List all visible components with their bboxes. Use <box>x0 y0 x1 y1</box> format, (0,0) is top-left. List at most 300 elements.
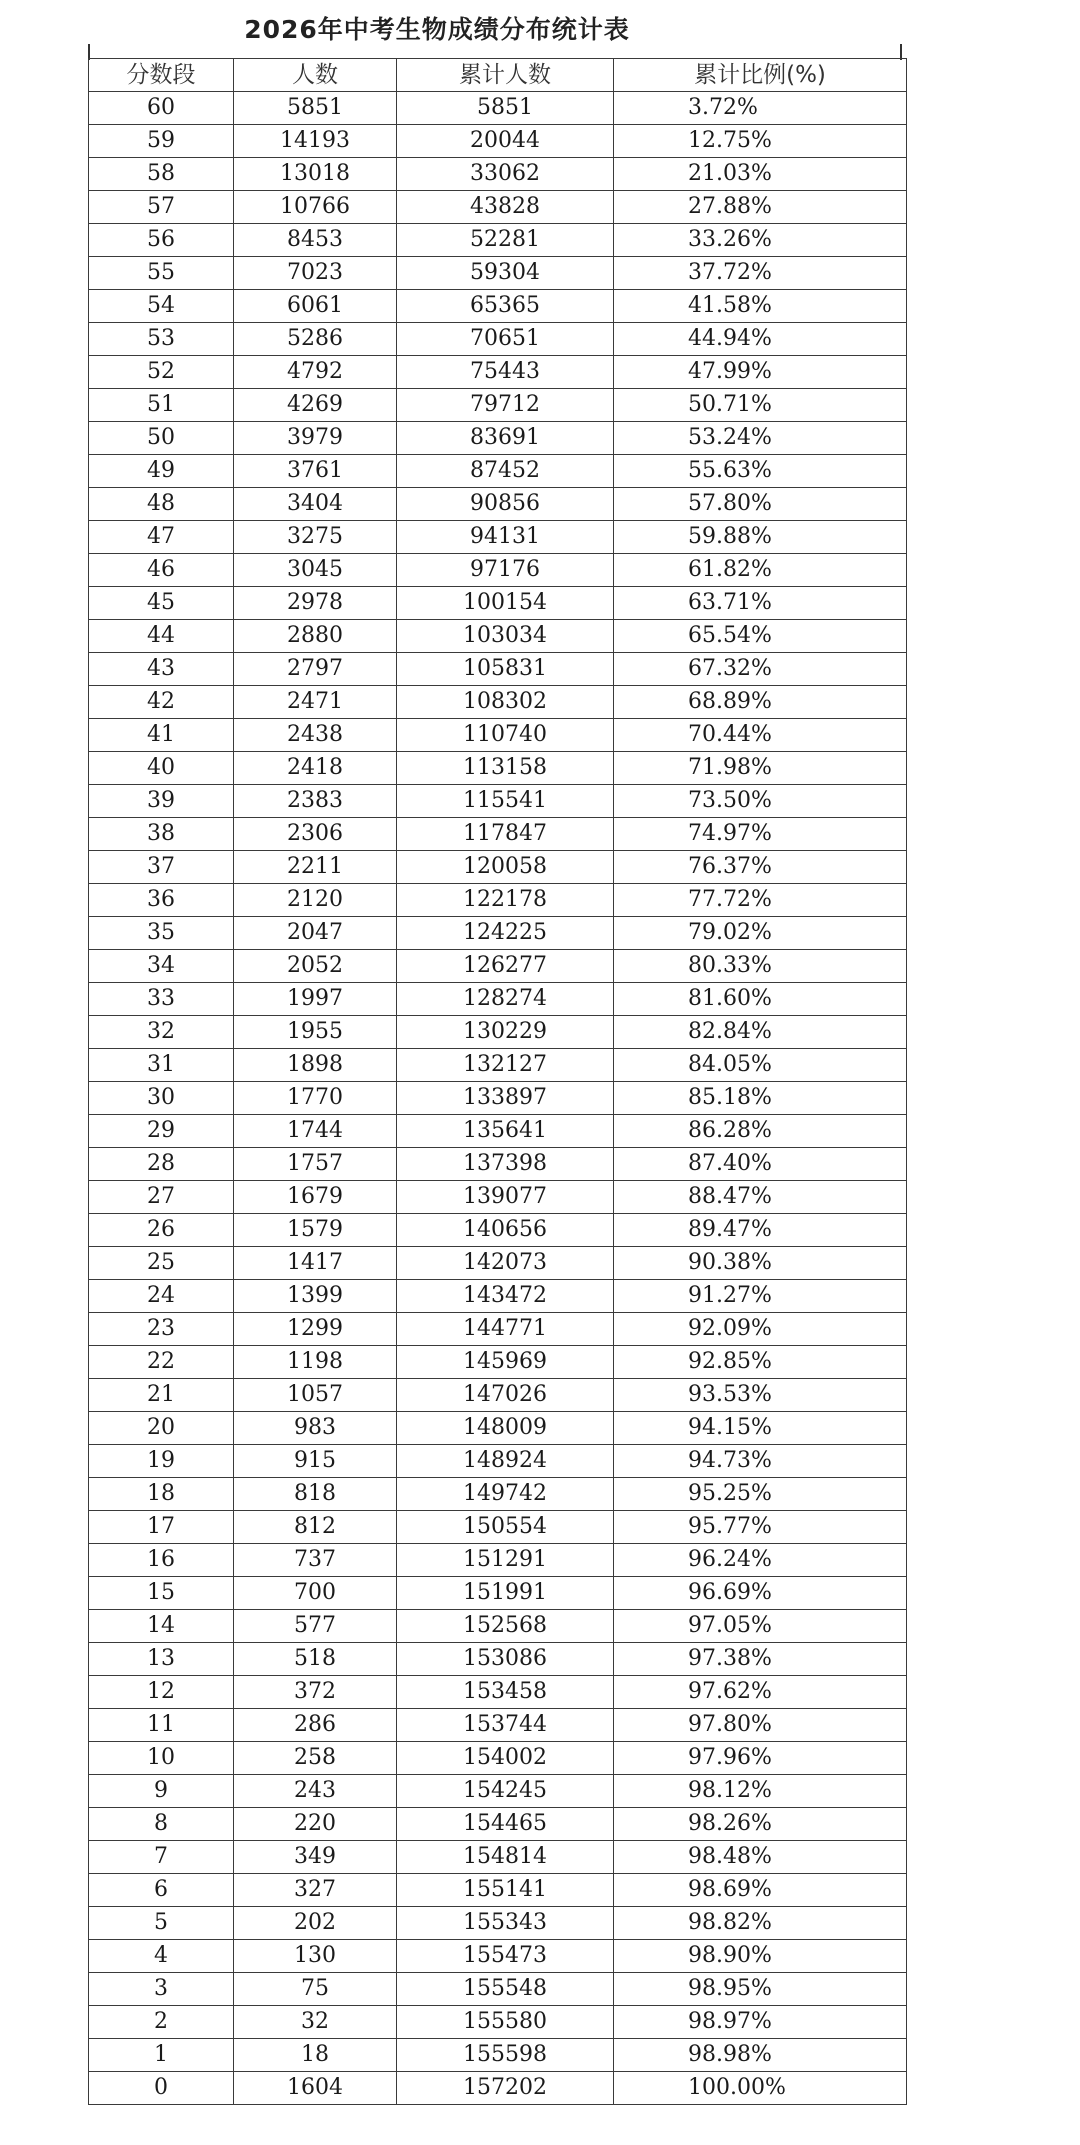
cell-cumulative-count: 133897 <box>397 1082 614 1115</box>
cell-count: 202 <box>234 1907 397 1940</box>
cell-score-band: 38 <box>89 818 234 851</box>
cell-score-band: 0 <box>89 2072 234 2105</box>
cell-score-band: 36 <box>89 884 234 917</box>
cell-cumulative-count: 154245 <box>397 1775 614 1808</box>
cell-cumulative-percent: 76.37% <box>614 851 907 884</box>
cell-cumulative-percent: 50.71% <box>614 389 907 422</box>
cell-score-band: 19 <box>89 1445 234 1478</box>
table-row <box>89 1643 907 1676</box>
cell-cumulative-percent: 93.53% <box>614 1379 907 1412</box>
cell-cumulative-count: 97176 <box>397 554 614 587</box>
cell-count: 1299 <box>234 1313 397 1346</box>
cell-cumulative-count: 142073 <box>397 1247 614 1280</box>
cell-cumulative-count: 149742 <box>397 1478 614 1511</box>
table-row <box>89 1511 907 1544</box>
cell-cumulative-count: 70651 <box>397 323 614 356</box>
cell-cumulative-percent: 96.24% <box>614 1544 907 1577</box>
cell-cumulative-percent: 94.73% <box>614 1445 907 1478</box>
table-row <box>89 389 907 422</box>
cell-count: 5851 <box>234 92 397 125</box>
table-header <box>89 59 907 92</box>
cell-cumulative-count: 155473 <box>397 1940 614 1973</box>
cell-cumulative-count: 155580 <box>397 2006 614 2039</box>
table-row <box>89 620 907 653</box>
cell-cumulative-count: 124225 <box>397 917 614 950</box>
cell-count: 2211 <box>234 851 397 884</box>
cell-score-band: 49 <box>89 455 234 488</box>
cell-count: 2047 <box>234 917 397 950</box>
cell-cumulative-count: 108302 <box>397 686 614 719</box>
cell-cumulative-count: 115541 <box>397 785 614 818</box>
table-row <box>89 2006 907 2039</box>
cell-cumulative-percent: 3.72% <box>614 92 907 125</box>
cell-score-band: 60 <box>89 92 234 125</box>
cell-score-band: 15 <box>89 1577 234 1610</box>
cell-cumulative-percent: 44.94% <box>614 323 907 356</box>
cell-score-band: 24 <box>89 1280 234 1313</box>
cell-count: 2471 <box>234 686 397 719</box>
cell-count: 2418 <box>234 752 397 785</box>
cell-cumulative-count: 151291 <box>397 1544 614 1577</box>
cell-cumulative-percent: 82.84% <box>614 1016 907 1049</box>
score-distribution-table <box>88 58 907 2105</box>
cell-cumulative-percent: 100.00% <box>614 2072 907 2105</box>
table-row <box>89 1610 907 1643</box>
cell-cumulative-count: 154465 <box>397 1808 614 1841</box>
cell-cumulative-percent: 97.96% <box>614 1742 907 1775</box>
table-row <box>89 719 907 752</box>
cell-cumulative-percent: 37.72% <box>614 257 907 290</box>
cell-cumulative-percent: 21.03% <box>614 158 907 191</box>
cell-cumulative-count: 135641 <box>397 1115 614 1148</box>
table-row <box>89 1709 907 1742</box>
cell-cumulative-percent: 86.28% <box>614 1115 907 1148</box>
cell-score-band: 32 <box>89 1016 234 1049</box>
cell-cumulative-percent: 80.33% <box>614 950 907 983</box>
table-row <box>89 1775 907 1808</box>
table-row <box>89 686 907 719</box>
cell-cumulative-count: 145969 <box>397 1346 614 1379</box>
table-row <box>89 1346 907 1379</box>
cell-cumulative-count: 5851 <box>397 92 614 125</box>
cell-count: 3761 <box>234 455 397 488</box>
cell-cumulative-count: 122178 <box>397 884 614 917</box>
column-header-cumulative-percent: 累计比例(%) <box>614 59 907 92</box>
cell-cumulative-count: 150554 <box>397 1511 614 1544</box>
cell-score-band: 31 <box>89 1049 234 1082</box>
cell-count: 1757 <box>234 1148 397 1181</box>
table-row <box>89 884 907 917</box>
table-row <box>89 1742 907 1775</box>
cell-score-band: 30 <box>89 1082 234 1115</box>
table-row <box>89 1907 907 1940</box>
cell-score-band: 4 <box>89 1940 234 1973</box>
cell-cumulative-percent: 61.82% <box>614 554 907 587</box>
cell-cumulative-percent: 90.38% <box>614 1247 907 1280</box>
cell-cumulative-count: 154002 <box>397 1742 614 1775</box>
cell-cumulative-count: 157202 <box>397 2072 614 2105</box>
cell-count: 75 <box>234 1973 397 2006</box>
cell-score-band: 20 <box>89 1412 234 1445</box>
cell-count: 1955 <box>234 1016 397 1049</box>
cell-score-band: 57 <box>89 191 234 224</box>
cell-cumulative-percent: 47.99% <box>614 356 907 389</box>
cell-score-band: 48 <box>89 488 234 521</box>
cell-cumulative-percent: 98.26% <box>614 1808 907 1841</box>
table-row <box>89 554 907 587</box>
table-row <box>89 422 907 455</box>
cell-count: 3404 <box>234 488 397 521</box>
table-row <box>89 125 907 158</box>
cell-cumulative-count: 65365 <box>397 290 614 323</box>
cell-cumulative-percent: 84.05% <box>614 1049 907 1082</box>
cell-score-band: 17 <box>89 1511 234 1544</box>
cell-cumulative-count: 87452 <box>397 455 614 488</box>
table-row <box>89 752 907 785</box>
table-row <box>89 455 907 488</box>
cell-count: 1770 <box>234 1082 397 1115</box>
table-row <box>89 92 907 125</box>
cell-cumulative-count: 155598 <box>397 2039 614 2072</box>
cell-score-band: 18 <box>89 1478 234 1511</box>
cell-count: 3979 <box>234 422 397 455</box>
cell-count: 220 <box>234 1808 397 1841</box>
cell-cumulative-percent: 55.63% <box>614 455 907 488</box>
table-row <box>89 1181 907 1214</box>
cell-count: 3045 <box>234 554 397 587</box>
cell-cumulative-count: 155141 <box>397 1874 614 1907</box>
table-row <box>89 257 907 290</box>
cell-count: 4792 <box>234 356 397 389</box>
cell-cumulative-count: 94131 <box>397 521 614 554</box>
cell-cumulative-count: 52281 <box>397 224 614 257</box>
cell-score-band: 53 <box>89 323 234 356</box>
cell-cumulative-count: 43828 <box>397 191 614 224</box>
table-row <box>89 1478 907 1511</box>
cell-cumulative-percent: 95.25% <box>614 1478 907 1511</box>
cell-count: 1057 <box>234 1379 397 1412</box>
cell-cumulative-percent: 57.80% <box>614 488 907 521</box>
cell-score-band: 43 <box>89 653 234 686</box>
table-row <box>89 488 907 521</box>
page-title: 2026年中考生物成绩分布统计表 <box>244 15 630 44</box>
cell-score-band: 29 <box>89 1115 234 1148</box>
cell-cumulative-percent: 41.58% <box>614 290 907 323</box>
cell-score-band: 33 <box>89 983 234 1016</box>
cell-count: 700 <box>234 1577 397 1610</box>
cell-cumulative-percent: 92.09% <box>614 1313 907 1346</box>
cell-count: 915 <box>234 1445 397 1478</box>
cell-cumulative-count: 105831 <box>397 653 614 686</box>
table-row <box>89 818 907 851</box>
cell-score-band: 21 <box>89 1379 234 1412</box>
cell-score-band: 6 <box>89 1874 234 1907</box>
cell-score-band: 14 <box>89 1610 234 1643</box>
cell-count: 2797 <box>234 653 397 686</box>
cell-score-band: 23 <box>89 1313 234 1346</box>
column-header-count: 人数 <box>234 59 397 92</box>
table-row <box>89 1082 907 1115</box>
cell-score-band: 26 <box>89 1214 234 1247</box>
cell-count: 3275 <box>234 521 397 554</box>
cell-count: 327 <box>234 1874 397 1907</box>
cell-count: 130 <box>234 1940 397 1973</box>
cell-cumulative-count: 140656 <box>397 1214 614 1247</box>
cell-cumulative-percent: 98.12% <box>614 1775 907 1808</box>
cell-score-band: 42 <box>89 686 234 719</box>
cell-cumulative-count: 130229 <box>397 1016 614 1049</box>
cell-score-band: 39 <box>89 785 234 818</box>
table-row <box>89 785 907 818</box>
cell-score-band: 28 <box>89 1148 234 1181</box>
cell-count: 737 <box>234 1544 397 1577</box>
header-row <box>89 59 907 92</box>
cell-score-band: 25 <box>89 1247 234 1280</box>
cell-count: 14193 <box>234 125 397 158</box>
cell-cumulative-count: 139077 <box>397 1181 614 1214</box>
cell-count: 1679 <box>234 1181 397 1214</box>
cell-count: 32 <box>234 2006 397 2039</box>
cell-count: 1579 <box>234 1214 397 1247</box>
cell-cumulative-percent: 70.44% <box>614 719 907 752</box>
table-row <box>89 1808 907 1841</box>
cell-cumulative-percent: 97.38% <box>614 1643 907 1676</box>
cell-cumulative-count: 148009 <box>397 1412 614 1445</box>
table-body <box>89 92 907 2105</box>
cell-cumulative-percent: 92.85% <box>614 1346 907 1379</box>
cell-cumulative-percent: 98.69% <box>614 1874 907 1907</box>
cell-cumulative-percent: 85.18% <box>614 1082 907 1115</box>
cell-count: 983 <box>234 1412 397 1445</box>
table-row <box>89 587 907 620</box>
table-row <box>89 1874 907 1907</box>
cell-cumulative-percent: 94.15% <box>614 1412 907 1445</box>
cell-count: 1604 <box>234 2072 397 2105</box>
table-row <box>89 1676 907 1709</box>
cell-count: 2120 <box>234 884 397 917</box>
cell-cumulative-percent: 89.47% <box>614 1214 907 1247</box>
cell-count: 6061 <box>234 290 397 323</box>
cell-count: 1417 <box>234 1247 397 1280</box>
cell-count: 349 <box>234 1841 397 1874</box>
cell-cumulative-percent: 98.90% <box>614 1940 907 1973</box>
cell-score-band: 7 <box>89 1841 234 1874</box>
cell-score-band: 50 <box>89 422 234 455</box>
cell-score-band: 35 <box>89 917 234 950</box>
table-row <box>89 1049 907 1082</box>
cell-count: 1198 <box>234 1346 397 1379</box>
cell-cumulative-percent: 87.40% <box>614 1148 907 1181</box>
cell-cumulative-count: 110740 <box>397 719 614 752</box>
cell-score-band: 1 <box>89 2039 234 2072</box>
cell-score-band: 40 <box>89 752 234 785</box>
cell-cumulative-percent: 91.27% <box>614 1280 907 1313</box>
cell-cumulative-count: 128274 <box>397 983 614 1016</box>
cell-count: 2383 <box>234 785 397 818</box>
column-header-score-band: 分数段 <box>89 59 234 92</box>
table-row <box>89 1841 907 1874</box>
table-row <box>89 1016 907 1049</box>
table-row <box>89 191 907 224</box>
cell-cumulative-percent: 74.97% <box>614 818 907 851</box>
cell-cumulative-percent: 79.02% <box>614 917 907 950</box>
cell-count: 2880 <box>234 620 397 653</box>
cell-cumulative-count: 155548 <box>397 1973 614 2006</box>
cell-cumulative-count: 33062 <box>397 158 614 191</box>
cell-count: 818 <box>234 1478 397 1511</box>
cell-score-band: 55 <box>89 257 234 290</box>
cell-score-band: 2 <box>89 2006 234 2039</box>
cell-cumulative-count: 143472 <box>397 1280 614 1313</box>
cell-score-band: 8 <box>89 1808 234 1841</box>
cell-cumulative-count: 132127 <box>397 1049 614 1082</box>
cell-count: 2306 <box>234 818 397 851</box>
cell-cumulative-percent: 71.98% <box>614 752 907 785</box>
table-row <box>89 653 907 686</box>
table-row <box>89 1973 907 2006</box>
table-row <box>89 1214 907 1247</box>
cell-score-band: 59 <box>89 125 234 158</box>
table-row <box>89 1115 907 1148</box>
cell-cumulative-count: 100154 <box>397 587 614 620</box>
cell-cumulative-count: 147026 <box>397 1379 614 1412</box>
cell-cumulative-percent: 98.48% <box>614 1841 907 1874</box>
table-row <box>89 1577 907 1610</box>
cell-cumulative-count: 152568 <box>397 1610 614 1643</box>
cell-cumulative-count: 153458 <box>397 1676 614 1709</box>
cell-cumulative-percent: 65.54% <box>614 620 907 653</box>
cell-score-band: 51 <box>89 389 234 422</box>
cell-cumulative-percent: 98.97% <box>614 2006 907 2039</box>
table-row <box>89 950 907 983</box>
cell-cumulative-percent: 97.80% <box>614 1709 907 1742</box>
cell-count: 1399 <box>234 1280 397 1313</box>
cell-count: 577 <box>234 1610 397 1643</box>
cell-score-band: 34 <box>89 950 234 983</box>
cell-count: 2978 <box>234 587 397 620</box>
cell-cumulative-count: 75443 <box>397 356 614 389</box>
table-row <box>89 158 907 191</box>
cell-count: 5286 <box>234 323 397 356</box>
table-row <box>89 983 907 1016</box>
table-row <box>89 356 907 389</box>
cell-score-band: 41 <box>89 719 234 752</box>
table-row <box>89 1940 907 1973</box>
cell-count: 1997 <box>234 983 397 1016</box>
cell-score-band: 16 <box>89 1544 234 1577</box>
cell-cumulative-percent: 59.88% <box>614 521 907 554</box>
cell-cumulative-count: 113158 <box>397 752 614 785</box>
column-header-cumulative-count: 累计人数 <box>397 59 614 92</box>
table-row <box>89 1412 907 1445</box>
table-row <box>89 851 907 884</box>
cell-count: 10766 <box>234 191 397 224</box>
cell-cumulative-percent: 73.50% <box>614 785 907 818</box>
cell-cumulative-percent: 88.47% <box>614 1181 907 1214</box>
table-row <box>89 2039 907 2072</box>
cell-cumulative-percent: 27.88% <box>614 191 907 224</box>
cell-cumulative-count: 144771 <box>397 1313 614 1346</box>
cell-cumulative-count: 126277 <box>397 950 614 983</box>
cell-count: 2052 <box>234 950 397 983</box>
cell-cumulative-percent: 67.32% <box>614 653 907 686</box>
cell-count: 2438 <box>234 719 397 752</box>
cell-score-band: 27 <box>89 1181 234 1214</box>
cell-score-band: 10 <box>89 1742 234 1775</box>
cell-score-band: 54 <box>89 290 234 323</box>
table-row <box>89 224 907 257</box>
cell-cumulative-percent: 68.89% <box>614 686 907 719</box>
cell-cumulative-count: 137398 <box>397 1148 614 1181</box>
cell-cumulative-percent: 97.05% <box>614 1610 907 1643</box>
cell-cumulative-percent: 12.75% <box>614 125 907 158</box>
cell-cumulative-count: 79712 <box>397 389 614 422</box>
cell-cumulative-count: 151991 <box>397 1577 614 1610</box>
table-row <box>89 1247 907 1280</box>
cell-score-band: 52 <box>89 356 234 389</box>
cell-cumulative-count: 153086 <box>397 1643 614 1676</box>
cell-score-band: 13 <box>89 1643 234 1676</box>
table-row <box>89 1379 907 1412</box>
table-row <box>89 917 907 950</box>
cell-score-band: 58 <box>89 158 234 191</box>
table-row <box>89 290 907 323</box>
table-row <box>89 1544 907 1577</box>
cell-count: 243 <box>234 1775 397 1808</box>
table-row <box>89 2072 907 2105</box>
cell-count: 812 <box>234 1511 397 1544</box>
table-row <box>89 1280 907 1313</box>
table-row <box>89 1313 907 1346</box>
cell-score-band: 37 <box>89 851 234 884</box>
cell-cumulative-percent: 98.95% <box>614 1973 907 2006</box>
cell-cumulative-count: 90856 <box>397 488 614 521</box>
cell-count: 372 <box>234 1676 397 1709</box>
cell-cumulative-count: 83691 <box>397 422 614 455</box>
cell-count: 13018 <box>234 158 397 191</box>
cell-cumulative-count: 155343 <box>397 1907 614 1940</box>
table-row <box>89 323 907 356</box>
table-row <box>89 1148 907 1181</box>
cell-cumulative-count: 154814 <box>397 1841 614 1874</box>
cell-score-band: 9 <box>89 1775 234 1808</box>
cell-score-band: 45 <box>89 587 234 620</box>
cell-count: 8453 <box>234 224 397 257</box>
cell-count: 518 <box>234 1643 397 1676</box>
cell-cumulative-percent: 77.72% <box>614 884 907 917</box>
cell-score-band: 22 <box>89 1346 234 1379</box>
cell-score-band: 11 <box>89 1709 234 1742</box>
cell-count: 18 <box>234 2039 397 2072</box>
cell-score-band: 3 <box>89 1973 234 2006</box>
cell-cumulative-count: 153744 <box>397 1709 614 1742</box>
cell-cumulative-percent: 95.77% <box>614 1511 907 1544</box>
cell-cumulative-count: 20044 <box>397 125 614 158</box>
cell-score-band: 5 <box>89 1907 234 1940</box>
cell-cumulative-percent: 98.82% <box>614 1907 907 1940</box>
cell-count: 1898 <box>234 1049 397 1082</box>
cell-count: 7023 <box>234 257 397 290</box>
cell-count: 286 <box>234 1709 397 1742</box>
cell-count: 258 <box>234 1742 397 1775</box>
cell-cumulative-count: 117847 <box>397 818 614 851</box>
cell-count: 4269 <box>234 389 397 422</box>
cell-cumulative-count: 120058 <box>397 851 614 884</box>
cell-cumulative-percent: 96.69% <box>614 1577 907 1610</box>
cell-score-band: 56 <box>89 224 234 257</box>
cell-cumulative-percent: 53.24% <box>614 422 907 455</box>
table-row <box>89 1445 907 1478</box>
